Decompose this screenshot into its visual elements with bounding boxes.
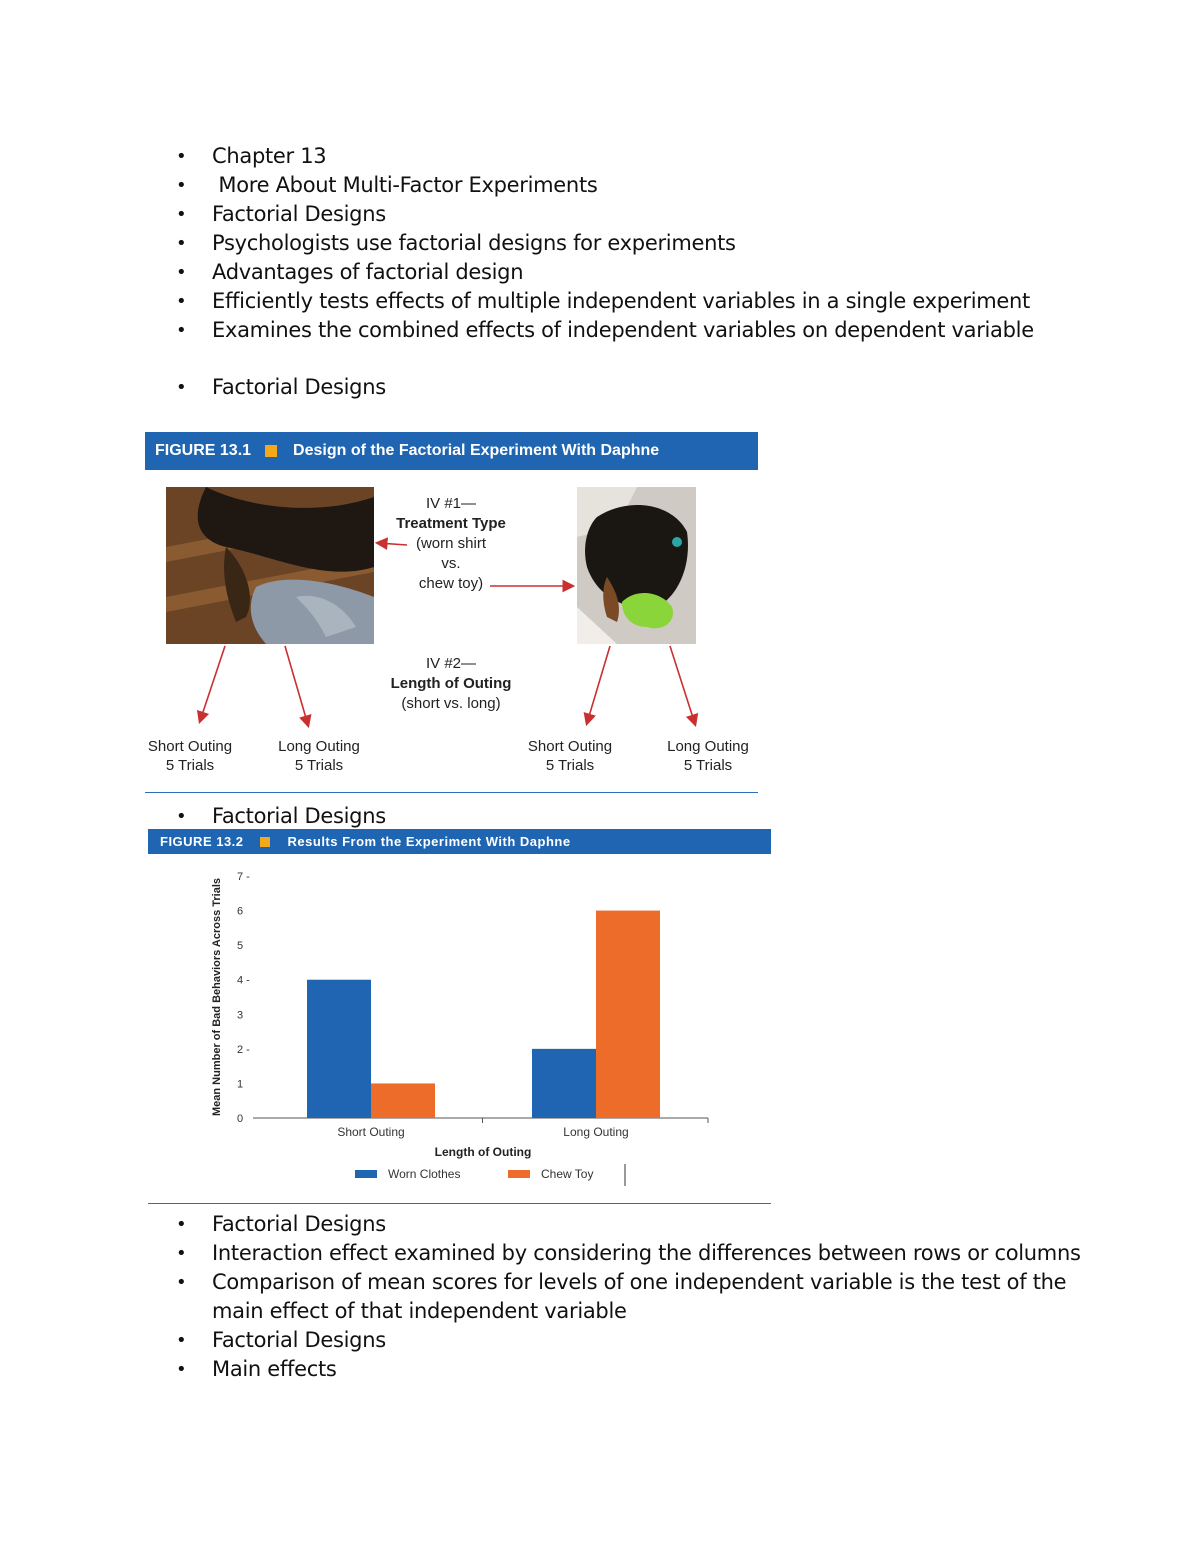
y-tick-label: 7 - [237,871,250,883]
list-item: • Psychologists use factorial designs for experiments [0,229,1034,258]
bar-chart [148,854,771,1204]
bullet-list-fig2 [0,802,386,831]
bar-chew-toy [596,911,660,1118]
figure-rule [145,792,758,793]
y-tick-label: 0 [237,1113,244,1125]
figure-number: FIGURE 13.1 [155,442,252,459]
bar-worn-clothes [307,980,371,1118]
figure-title: Design of the Factorial Experiment With Daphne [293,442,660,459]
iv2-name: Length of Outing [390,675,512,692]
y-tick-label: 3 [237,1009,244,1022]
legend-label: Worn Clothes [388,1167,461,1181]
list-item: • Factorial Designs [0,200,1034,229]
list-item: • Factorial Designs [0,802,386,831]
orange-square-icon [260,837,270,847]
arrow-short-2 [587,646,610,723]
list-item: • Efficiently tests effects of multiple independent variables in a single experiment [0,287,1034,316]
leaf-long-2 [653,737,763,775]
iv2-levels: (short vs. long) [401,695,501,712]
y-tick-label: 1 [237,1078,244,1091]
list-item: • Main effects [0,1355,1200,1384]
list-item: • Advantages of factorial design [0,258,1034,287]
bullet-list-top [0,142,1034,345]
iv2-title: IV #2— [425,655,477,672]
list-item: • Comparison of mean scores for levels of one independent variable is the test of the main effect of that independent variable [0,1268,1200,1326]
figure-13-1 [145,432,758,794]
x-tick-label: Long Outing [563,1125,629,1139]
figure-title: Results From the Experiment With Daphne [287,834,571,849]
arrow-to-shirt [378,543,407,545]
bullet-list-fig1 [0,373,386,402]
leaf-trials: 5 Trials [165,757,215,774]
list-item: • More About Multi-Factor Experiments [0,171,1034,200]
leaf-label: Long Outing [278,738,360,755]
leaf-label: Long Outing [667,738,749,755]
list-item: • Factorial Designs [0,1210,1200,1239]
leaf-label: Short Outing [147,738,233,755]
figure-rule [148,1203,771,1204]
figure-13-2 [148,829,771,1205]
bullet-list-bottom [0,1210,1200,1384]
iv1-level-a: (worn shirt [415,535,486,552]
arrow-long-2 [670,646,695,724]
leaf-trials: 5 Trials [545,757,595,774]
leaf-trials: 5 Trials [294,757,344,774]
x-tick-label: Short Outing [337,1125,405,1139]
y-axis-label: Mean Number of Bad Behaviors Across Trials [211,878,223,1116]
figure-number: FIGURE 13.2 [160,834,244,849]
leaf-trials: 5 Trials [683,757,733,774]
legend-swatch [508,1170,530,1178]
leaf-short-2 [515,737,625,775]
arrow-short-1 [200,646,225,721]
iv1-title: IV #1— [425,495,477,512]
iv1-level-b: chew toy) [418,575,484,592]
y-tick-label: 5 [237,940,244,953]
bar-worn-clothes [532,1049,596,1118]
y-tick-label: 4 - [237,974,250,987]
iv1-name: Treatment Type [396,515,506,532]
list-item: • Chapter 13 [0,142,1034,171]
leaf-label: Short Outing [527,738,613,755]
arrow-long-1 [285,646,308,725]
list-item: • Interaction effect examined by considering the differences between rows or columns [0,1239,1200,1268]
list-item: • Factorial Designs [0,1326,1200,1355]
leaf-short-1 [135,737,245,775]
x-axis-label: Length of Outing [434,1145,532,1159]
iv1-vs: vs. [441,555,461,572]
y-tick-label: 6 [237,905,244,918]
legend-label: Chew Toy [541,1167,594,1181]
list-item: • Factorial Designs [0,373,386,402]
legend-swatch [355,1170,377,1178]
list-item: • Examines the combined effects of independent variables on dependent variable [0,316,1034,345]
figure-header [148,829,771,854]
bar-chew-toy [371,1083,435,1118]
y-tick-label: 2 - [237,1043,250,1056]
leaf-long-1 [264,737,374,775]
